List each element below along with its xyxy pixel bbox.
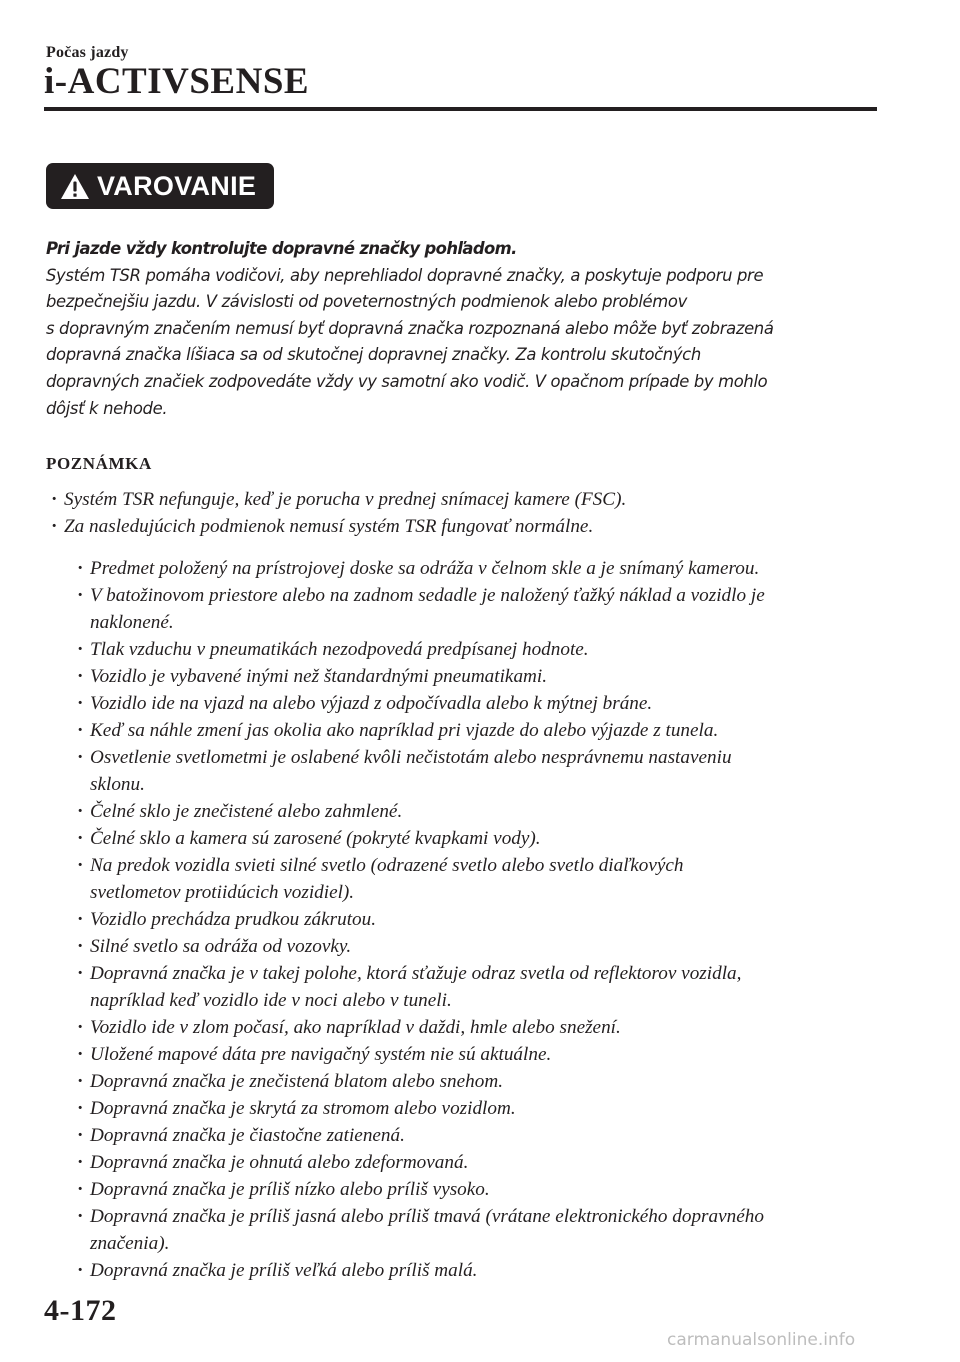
list-item <box>72 1257 892 1284</box>
list-item <box>72 1095 892 1122</box>
watermark: carmanualsonline.info <box>667 1330 856 1350</box>
list-item-text: Tlak vzduchu v pneumatikách nezodpovedá predpísanej hodnote. <box>90 639 589 660</box>
list-item-cont: svetlometov protiidúcich vozidiel). <box>90 882 355 903</box>
list-item <box>72 1122 892 1149</box>
note-list <box>46 486 886 540</box>
list-item <box>72 1014 892 1041</box>
list-item-text: Dopravná značka je v takej polohe, ktorá sťažuje odraz svetla od reflektorov vozidla, <box>90 963 742 984</box>
page-number: 4-172 <box>44 1294 117 1327</box>
list-item-text: Vozidlo ide v zlom počasí, ako napríklad v daždi, hmle alebo snežení. <box>90 1017 621 1038</box>
list-item <box>72 663 892 690</box>
note-sublist <box>72 555 892 1284</box>
list-item <box>72 960 892 1014</box>
list-item-text: Na predok vozidla svieti silné svetlo (odrazené svetlo alebo svetlo diaľkových <box>90 855 684 876</box>
list-item-text: Dopravná značka je príliš veľká alebo príliš malá. <box>90 1260 478 1281</box>
list-item <box>72 1203 892 1257</box>
warning-badge <box>46 163 274 209</box>
warning-label: VAROVANIE <box>97 170 257 201</box>
list-item-text: V batožinovom priestore alebo na zadnom sedadle je naložený ťažký náklad a vozidlo je <box>90 585 765 606</box>
list-item <box>72 690 892 717</box>
list-item-cont: sklonu. <box>90 774 145 795</box>
list-item <box>72 906 892 933</box>
list-item: · Systém TSR nefunguje, keď je porucha v prednej snímacej kamere (FSC). <box>46 486 886 513</box>
list-item-text: Vozidlo je vybavené inými než štandardnými pneumatikami. <box>90 666 548 687</box>
warning-lead: Pri jazde vždy kontrolujte dopravné značky pohľadom. <box>46 239 517 258</box>
warning-line: s dopravným značením nemusí byť dopravná značka rozpoznaná alebo môže byť zobrazená <box>46 318 774 338</box>
list-item-text: Silné svetlo sa odráža od vozovky. <box>90 936 352 957</box>
page-title: i-ACTIVSENSE <box>44 61 310 102</box>
list-item-text: Keď sa náhle zmení jas okolia ako napríklad pri vjazde do alebo výjazde z tunela. <box>90 720 719 741</box>
list-item <box>72 744 892 798</box>
note-heading: POZNÁMKA <box>46 454 152 473</box>
list-item-text: Predmet položený na prístrojovej doske sa odráža v čelnom skle a je snímaný kamerou. <box>90 558 760 579</box>
list-item-text: Dopravná značka je znečistená blatom alebo snehom. <box>90 1071 503 1092</box>
list-item-text: Čelné sklo a kamera sú zarosené (pokryté kvapkami vody). <box>90 828 541 849</box>
warning-line: dôjsť k nehode. <box>46 398 168 418</box>
list-item <box>72 555 892 582</box>
list-item-text: Dopravná značka je ohnutá alebo zdeformovaná. <box>90 1152 469 1173</box>
list-item-text: Uložené mapové dáta pre navigačný systém nie sú aktuálne. <box>90 1044 552 1065</box>
warning-line: dopravná značka líšiaca sa od skutočnej dopravnej značky. Za kontrolu skutočných <box>46 345 701 365</box>
list-item <box>72 852 892 906</box>
warning-line: bezpečnejšiu jazdu. V závislosti od poveternostných podmienok alebo problémov <box>46 292 687 312</box>
list-item-cont: napríklad keď vozidlo ide v noci alebo v tuneli. <box>90 990 452 1011</box>
list-item-text: Dopravná značka je príliš nízko alebo príliš vysoko. <box>90 1179 490 1200</box>
warning-line: Systém TSR pomáha vodičovi, aby neprehliadol dopravné značky, a poskytuje podporu pre <box>46 265 764 285</box>
list-item <box>72 825 892 852</box>
list-item <box>72 717 892 744</box>
list-item: · Za nasledujúcich podmienok nemusí systém TSR fungovať normálne. <box>46 513 886 540</box>
list-item <box>72 1068 892 1095</box>
warning-triangle-icon <box>60 173 90 200</box>
list-item-cont: značenia). <box>90 1233 170 1254</box>
list-item-text: Vozidlo prechádza prudkou zákrutou. <box>90 909 377 930</box>
list-item-text: Čelné sklo je znečistené alebo zahmlené. <box>90 801 403 822</box>
list-item <box>72 1041 892 1068</box>
warning-line: dopravných značiek zodpovedáte vždy vy samotní ako vodič. V opačnom prípade by mohlo <box>46 371 768 391</box>
list-item <box>72 798 892 825</box>
title-rule <box>44 107 877 111</box>
list-item <box>72 1149 892 1176</box>
list-item-cont: naklonené. <box>90 612 174 633</box>
list-item <box>72 933 892 960</box>
list-item <box>72 1176 892 1203</box>
list-item-text: Dopravná značka je skrytá za stromom alebo vozidlom. <box>90 1098 516 1119</box>
section-label: Počas jazdy <box>46 44 129 61</box>
list-item-text: Dopravná značka je čiastočne zatienená. <box>90 1125 405 1146</box>
list-item <box>72 582 892 636</box>
list-item-text: Dopravná značka je príliš jasná alebo príliš tmavá (vrátane elektronického dopravného <box>90 1206 764 1227</box>
list-item-text: Osvetlenie svetlometmi je oslabené kvôli nečistotám alebo nesprávnemu nastaveniu <box>90 747 732 768</box>
list-item <box>72 636 892 663</box>
warning-body <box>46 236 876 422</box>
list-item-text: Vozidlo ide na vjazd na alebo výjazd z odpočívadla alebo k mýtnej bráne. <box>90 693 653 714</box>
